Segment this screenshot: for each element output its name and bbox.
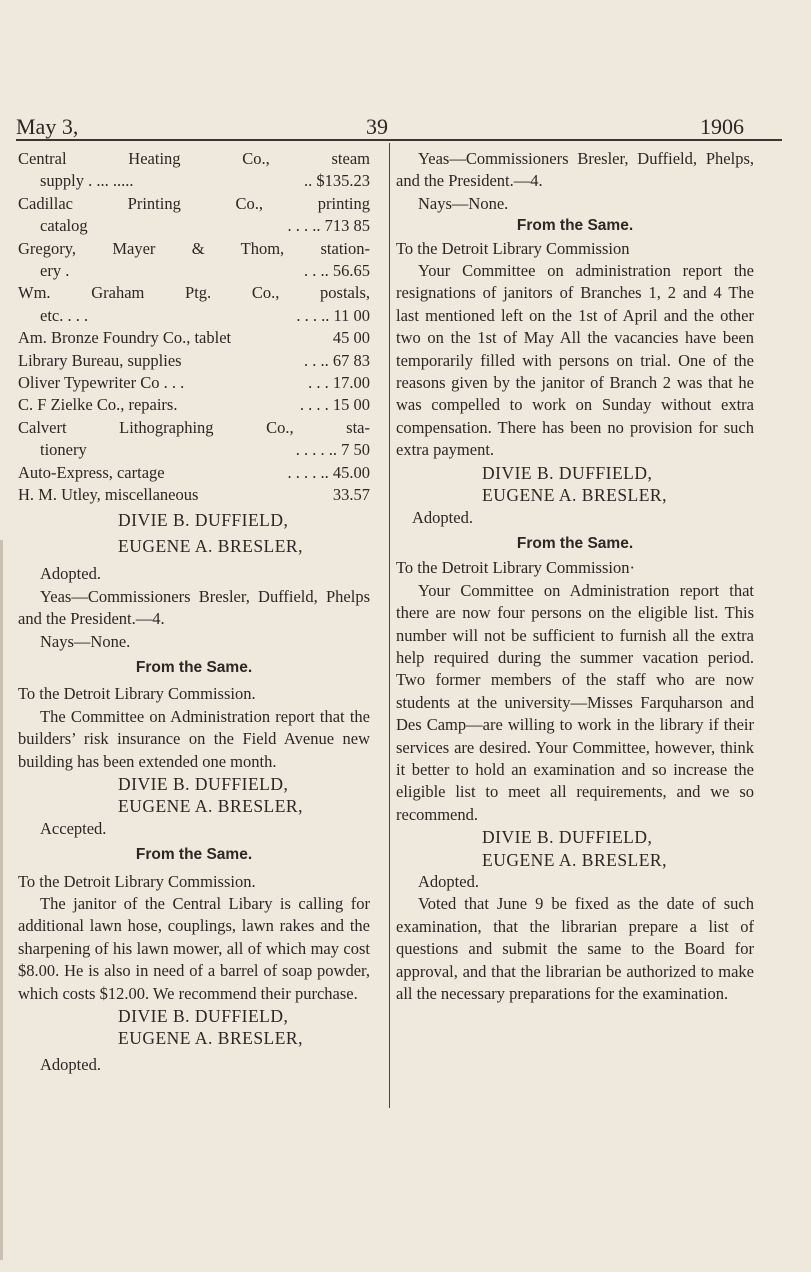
signature-line: EUGENE A. BRESLER, — [118, 796, 303, 817]
expense-item — [18, 372, 370, 394]
right-column — [396, 148, 754, 1005]
report-paragraph: Voted that June 9 be fixed as the date of such examination, that the librarian prepare a list of questions and submit the same to the Board for approval, and that the librarian be authorized to make all the necessary preparations for the examination. — [396, 894, 754, 1004]
expense-label: Am. Bronze Foundry Co., tablet — [18, 328, 232, 348]
signature-line: DIVIE B. DUFFIELD, — [118, 1006, 289, 1027]
expense-item-cont: supply . ... ..... — [40, 171, 134, 191]
expense-item-first: Gregory, Mayer & Thom, station- — [18, 238, 370, 258]
expense-item-cont: tionery — [40, 440, 87, 460]
expense-label: Library Bureau, supplies — [18, 350, 182, 370]
binding-shadow — [0, 540, 3, 1260]
expense-amount: . . . .. 713 85 — [287, 216, 370, 236]
expense-item — [18, 327, 370, 349]
vote-yeas: Yeas—Commissioners Bresler, Duffield, Phelps, and the President.—4. — [396, 149, 754, 191]
header-rule — [16, 139, 782, 141]
expense-label: Auto-Express, cartage — [18, 462, 165, 482]
expense-amount: 33.57 — [332, 485, 370, 505]
expense-item-cont: etc. . . . — [40, 305, 89, 325]
expense-item — [18, 484, 370, 506]
section-heading: From the Same. — [516, 534, 634, 552]
expense-amount: . . .. 67 83 — [304, 350, 370, 370]
expense-amount: . . .. 56.65 — [304, 261, 370, 281]
addressee: To the Detroit Library Commission. — [18, 871, 256, 891]
vote-nays: Nays—None. — [418, 193, 509, 213]
expense-label: H. M. Utley, miscellaneous — [18, 485, 199, 505]
vote-nays: Nays—None. — [40, 631, 131, 651]
report-paragraph: Your Committee on administration report the resignations of janitors of Branches 1, 2 and 4 The last mentioned left on the 1st of April and the other two on the 1st of May All the vacancies have been temporarily filled with persons on trial. One of the reasons given by the janitor of Branch 2 was that he was compelled to work on Sunday without extra compensation. There has been no provision for such extra payment. — [396, 261, 754, 460]
signature-line: EUGENE A. BRESLER, — [482, 485, 667, 506]
expense-item — [18, 350, 370, 372]
expense-label: C. F Zielke Co., repairs. — [18, 395, 178, 415]
page-number: 39 — [366, 114, 388, 139]
motion-result: Adopted. — [40, 564, 101, 584]
expense-item-first: Calvert Lithographing Co., sta- — [18, 417, 370, 437]
expense-item — [18, 305, 370, 327]
expense-item-cont: ery . — [40, 261, 70, 281]
section-heading: From the Same. — [516, 217, 634, 235]
expense-amount: . . . 17.00 — [308, 373, 370, 393]
report-paragraph: The Committee on Administration report that the builders’ risk insurance on the Field Avenue new building has been extended one month. — [18, 706, 370, 771]
signature-line: EUGENE A. BRESLER, — [482, 849, 667, 870]
report-paragraph: The janitor of the Central Libary is calling for additional lawn hose, couplings, lawn rakes and the sharpening of his lawn mower, all of which may cost $8.00. He is also in need of a barrel of soap powder, which costs $12.00. We recommend their purchase. — [18, 894, 370, 1003]
expense-item-first: Wm. Graham Ptg. Co., postals, — [18, 283, 370, 303]
signature-line: DIVIE B. DUFFIELD, — [482, 462, 653, 483]
expense-amount: .. $135.23 — [304, 171, 370, 191]
addressee: To the Detroit Library Commission. — [18, 684, 256, 704]
report-paragraph: Your Committee on Administration report that there are now four persons on the eligible list. This number will not be sufficient to furnish all the extra help required during the summer vacation period. Two former members of the staff who are now students at the university—Misses Farquharson and Des Camp—are willing to work in the library if their services are desired. Your Committee, however, think it better to hold an examination and so increase the eligible list to meet all requirements, and we so recommend. — [396, 580, 754, 824]
signature-line: EUGENE A. BRESLER, — [118, 1028, 303, 1049]
expense-item-cont: catalog — [40, 216, 88, 236]
column-divider — [389, 143, 390, 1108]
addressee: To the Detroit Library Commission· — [396, 558, 635, 578]
expense-item — [18, 462, 370, 484]
expense-amount: . . . . .. 7 50 — [295, 440, 370, 460]
addressee: To the Detroit Library Commission — [396, 238, 630, 258]
header-date: May 3, — [16, 114, 79, 139]
section-heading: From the Same. — [135, 658, 253, 676]
expense-amount: . . . .. 11 00 — [296, 305, 370, 325]
expense-item-first: Central Heating Co., steam — [18, 149, 370, 168]
expense-label: Oliver Typewriter Co . . . — [18, 373, 185, 393]
expense-amount: . . . . .. 45.00 — [287, 462, 370, 482]
expense-item — [18, 439, 370, 461]
expense-item — [18, 170, 370, 192]
vote-yeas: Yeas—Commissioners Bresler, Duffield, Phelps and the President.—4. — [18, 586, 370, 629]
signature-line: EUGENE A. BRESLER, — [118, 535, 303, 556]
expense-item — [18, 260, 370, 282]
signature-line: DIVIE B. DUFFIELD, — [118, 509, 289, 530]
motion-result: Accepted. — [40, 818, 107, 838]
expense-item — [18, 394, 370, 416]
expense-item-first: Cadillac Printing Co., printing — [18, 193, 370, 213]
expense-item — [18, 215, 370, 237]
expense-amount: . . . . 15 00 — [299, 395, 370, 415]
motion-result: Adopted. — [418, 872, 479, 891]
motion-result: Adopted. — [412, 507, 473, 527]
header-year: 1906 — [700, 114, 744, 139]
section-heading: From the Same. — [135, 846, 253, 864]
left-column — [18, 148, 370, 1076]
expense-amount: 45 00 — [332, 328, 370, 348]
signature-line: DIVIE B. DUFFIELD, — [118, 773, 289, 794]
motion-result: Adopted. — [40, 1054, 101, 1074]
signature-line: DIVIE B. DUFFIELD, — [482, 827, 653, 848]
